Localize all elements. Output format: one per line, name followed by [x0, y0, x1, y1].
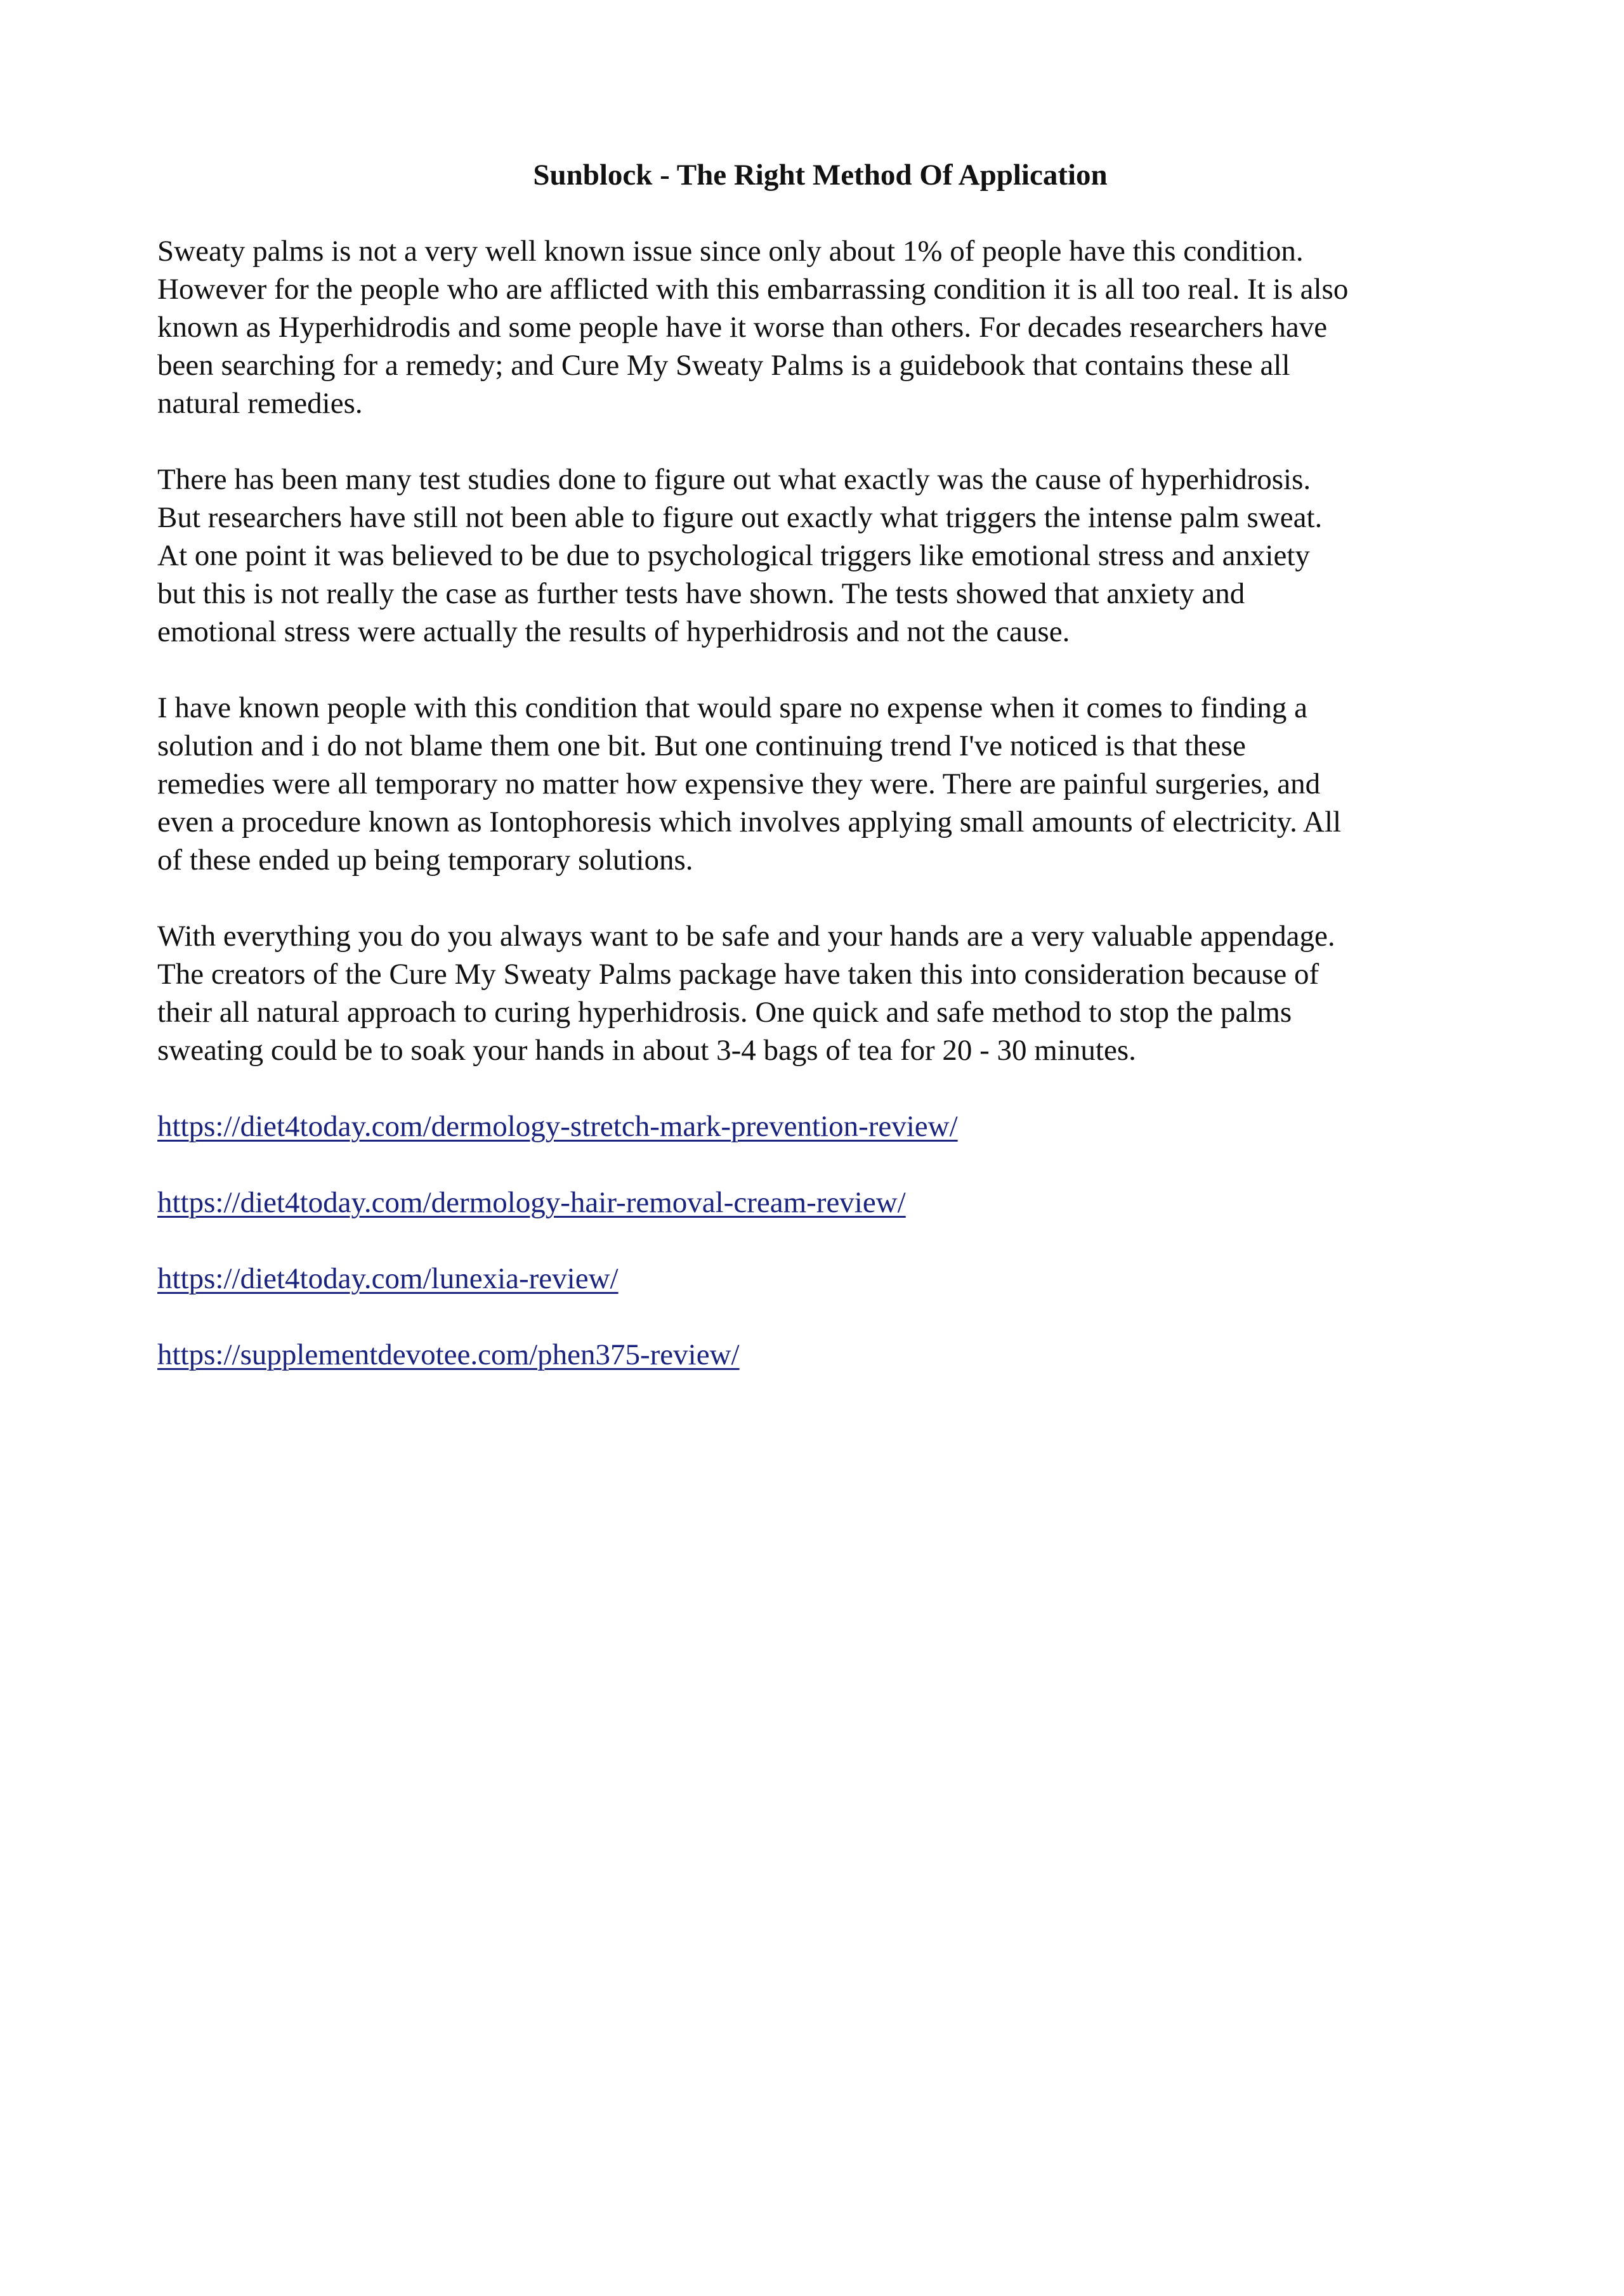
link-paragraph-3: [157, 1260, 1483, 1298]
text-line: but this is not really the case as further tests have shown. The tests showed that anxiety and: [157, 577, 1245, 610]
text-line: their all natural approach to curing hyperhidrosis. One quick and safe method to stop the palms: [157, 996, 1292, 1029]
text-line: However for the people who are afflicted with this embarrassing condition it is all too real. It is also: [157, 273, 1349, 306]
text-line: sweating could be to soak your hands in about 3-4 bags of tea for 20 - 30 minutes.: [157, 1034, 1136, 1067]
text-line: remedies were all temporary no matter how expensive they were. There are painful surgeries, and: [157, 767, 1321, 800]
text-line: With everything you do you always want to be safe and your hands are a very valuable appendage.: [157, 920, 1335, 953]
link-paragraph-1: [157, 1107, 1483, 1145]
text-line: been searching for a remedy; and Cure My Sweaty Palms is a guidebook that contains these all: [157, 349, 1290, 382]
link-paragraph-2: [157, 1184, 1483, 1222]
link-hair-removal-review[interactable]: https://diet4today.com/dermology-hair-removal-cream-review/: [157, 1186, 906, 1219]
text-line: solution and i do not blame them one bit. But one continuing trend I've noticed is that these: [157, 729, 1246, 762]
document-body: [157, 156, 1483, 1412]
paragraph-2: [157, 460, 1483, 651]
link-phen375-review[interactable]: https://supplementdevotee.com/phen375-review/: [157, 1338, 740, 1371]
paragraph-4: [157, 917, 1483, 1069]
text-line: emotional stress were actually the results of hyperhidrosis and not the cause.: [157, 615, 1070, 648]
text-line: Sweaty palms is not a very well known issue since only about 1% of people have this condition.: [157, 235, 1304, 268]
text-line: There has been many test studies done to figure out what exactly was the cause of hyperhidrosis.: [157, 463, 1311, 496]
text-line: even a procedure known as Iontophoresis which involves applying small amounts of electricity. All: [157, 806, 1342, 838]
text-line: But researchers have still not been able to figure out exactly what triggers the intense palm sweat.: [157, 501, 1323, 534]
link-paragraph-4: [157, 1336, 1483, 1374]
document-title: Sunblock - The Right Method Of Application: [533, 159, 1108, 192]
text-line: natural remedies.: [157, 387, 363, 420]
text-line: known as Hyperhidrodis and some people have it worse than others. For decades researchers have: [157, 311, 1328, 344]
paragraph-1: [157, 232, 1483, 422]
paragraph-3: [157, 689, 1483, 879]
text-line: The creators of the Cure My Sweaty Palms package have taken this into consideration because of: [157, 958, 1320, 991]
text-line: I have known people with this condition that would spare no expense when it comes to finding a: [157, 691, 1308, 724]
link-stretch-mark-review[interactable]: https://diet4today.com/dermology-stretch-mark-prevention-review/: [157, 1110, 958, 1143]
text-line: At one point it was believed to be due to psychological triggers like emotional stress and anxiety: [157, 539, 1310, 572]
text-line: of these ended up being temporary solutions.: [157, 844, 693, 877]
link-lunexia-review[interactable]: https://diet4today.com/lunexia-review/: [157, 1262, 619, 1295]
